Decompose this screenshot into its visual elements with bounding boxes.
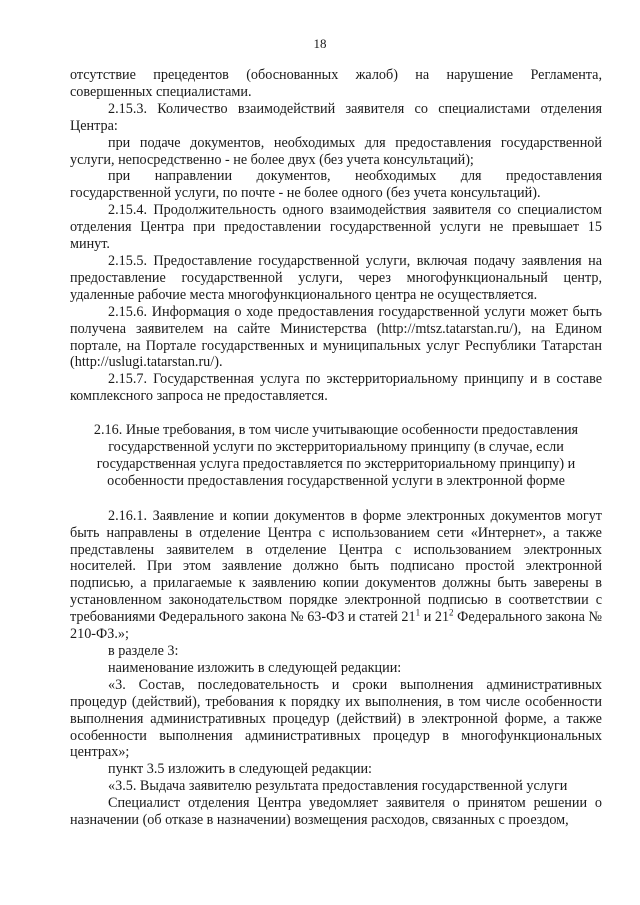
paragraph-text: Федерального закона № 210-ФЗ.»;	[70, 609, 602, 643]
paragraph: пункт 3.5 изложить в следующей редакции:	[108, 761, 372, 778]
paragraph: 2.15.6. Информация о ходе предоставления государственной услуги может быть получена заявителем на сайте Министерства (http://mtsz.tatarstan.ru/), на Едином портале, на Портале государственных и муниципальных услуг Республики Татарстан (http://uslugi.tatarstan.ru/).	[70, 303, 602, 371]
paragraph	[70, 508, 602, 643]
document-body	[70, 67, 602, 829]
paragraph: «3.5. Выдача заявителю результата предоставления государственной услуги	[108, 778, 568, 795]
section-heading: 2.16. Иные требования, в том числе учитывающие особенности предоставления государственной услуги по экстерриториальному принципу (в случае, если государственная услуга предоставляется по экстерриториальному принципу) и особенности предоставления государственной услуги в электронной форме	[93, 422, 579, 489]
paragraph: 2.15.4. Продолжительность одного взаимодействия заявителя со специалистом отделения Центра при предоставлении государственной услуги не превышает 15 минут.	[70, 202, 602, 253]
superscript: 2	[449, 607, 454, 618]
paragraph: отсутствие прецедентов (обоснованных жалоб) на нарушение Регламента, совершенных специалистами.	[70, 67, 602, 100]
paragraph: 2.15.3. Количество взаимодействий заявителя со специалистами отделения Центра:	[70, 100, 602, 134]
paragraph: при подаче документов, необходимых для предоставления государственной услуги, непосредственно - не более двух (без учета консультаций);	[70, 134, 602, 168]
paragraph: Специалист отделения Центра уведомляет заявителя о принятом решении о назначении (об отказе в назначении) возмещения расходов, связанных с проездом,	[70, 795, 602, 829]
paragraph-text: 2.16.1. Заявление и копии документов в форме электронных документов могут быть направлены в отделение Центра с использованием сети «Интернет», а также представлены заявителем в отделение Центра с использованием электронных носителей. При этом заявление должно быть подписано простой электронной подписью, а прилагаемые к заявлению копии документов должны быть заверены в установленном законодательством порядке электронной подписью в соответствии с требованиями Федерального закона № 63-ФЗ и статей 21	[70, 507, 602, 626]
paragraph: 2.15.5. Предоставление государственной услуги, включая подачу заявления на предоставление государственной услуги, через многофункциональный центр, удаленные рабочие места многофункционального центра не осуществляется.	[70, 252, 602, 303]
paragraph: наименование изложить в следующей редакции:	[108, 659, 402, 676]
superscript: 1	[415, 607, 421, 618]
paragraph: в разделе 3:	[108, 643, 179, 659]
paragraph-text: и 21	[420, 609, 450, 626]
paragraph: при направлении документов, необходимых для предоставления государственной услуги, по почте - не более одного (без учета консультаций).	[70, 168, 602, 202]
page-number: 18	[313, 36, 327, 51]
paragraph: 2.15.7. Государственная услуга по экстерриториальному принципу и в составе комплексного запроса не предоставляется.	[70, 371, 602, 405]
paragraph: «3. Состав, последовательность и сроки выполнения административных процедур (действий), требования к порядку их выполнения, в том числе особенности выполнения административных процедур (действий) в электронной форме, а также особенности выполнения административных процедур в многофункциональных центрах»;	[70, 676, 602, 761]
